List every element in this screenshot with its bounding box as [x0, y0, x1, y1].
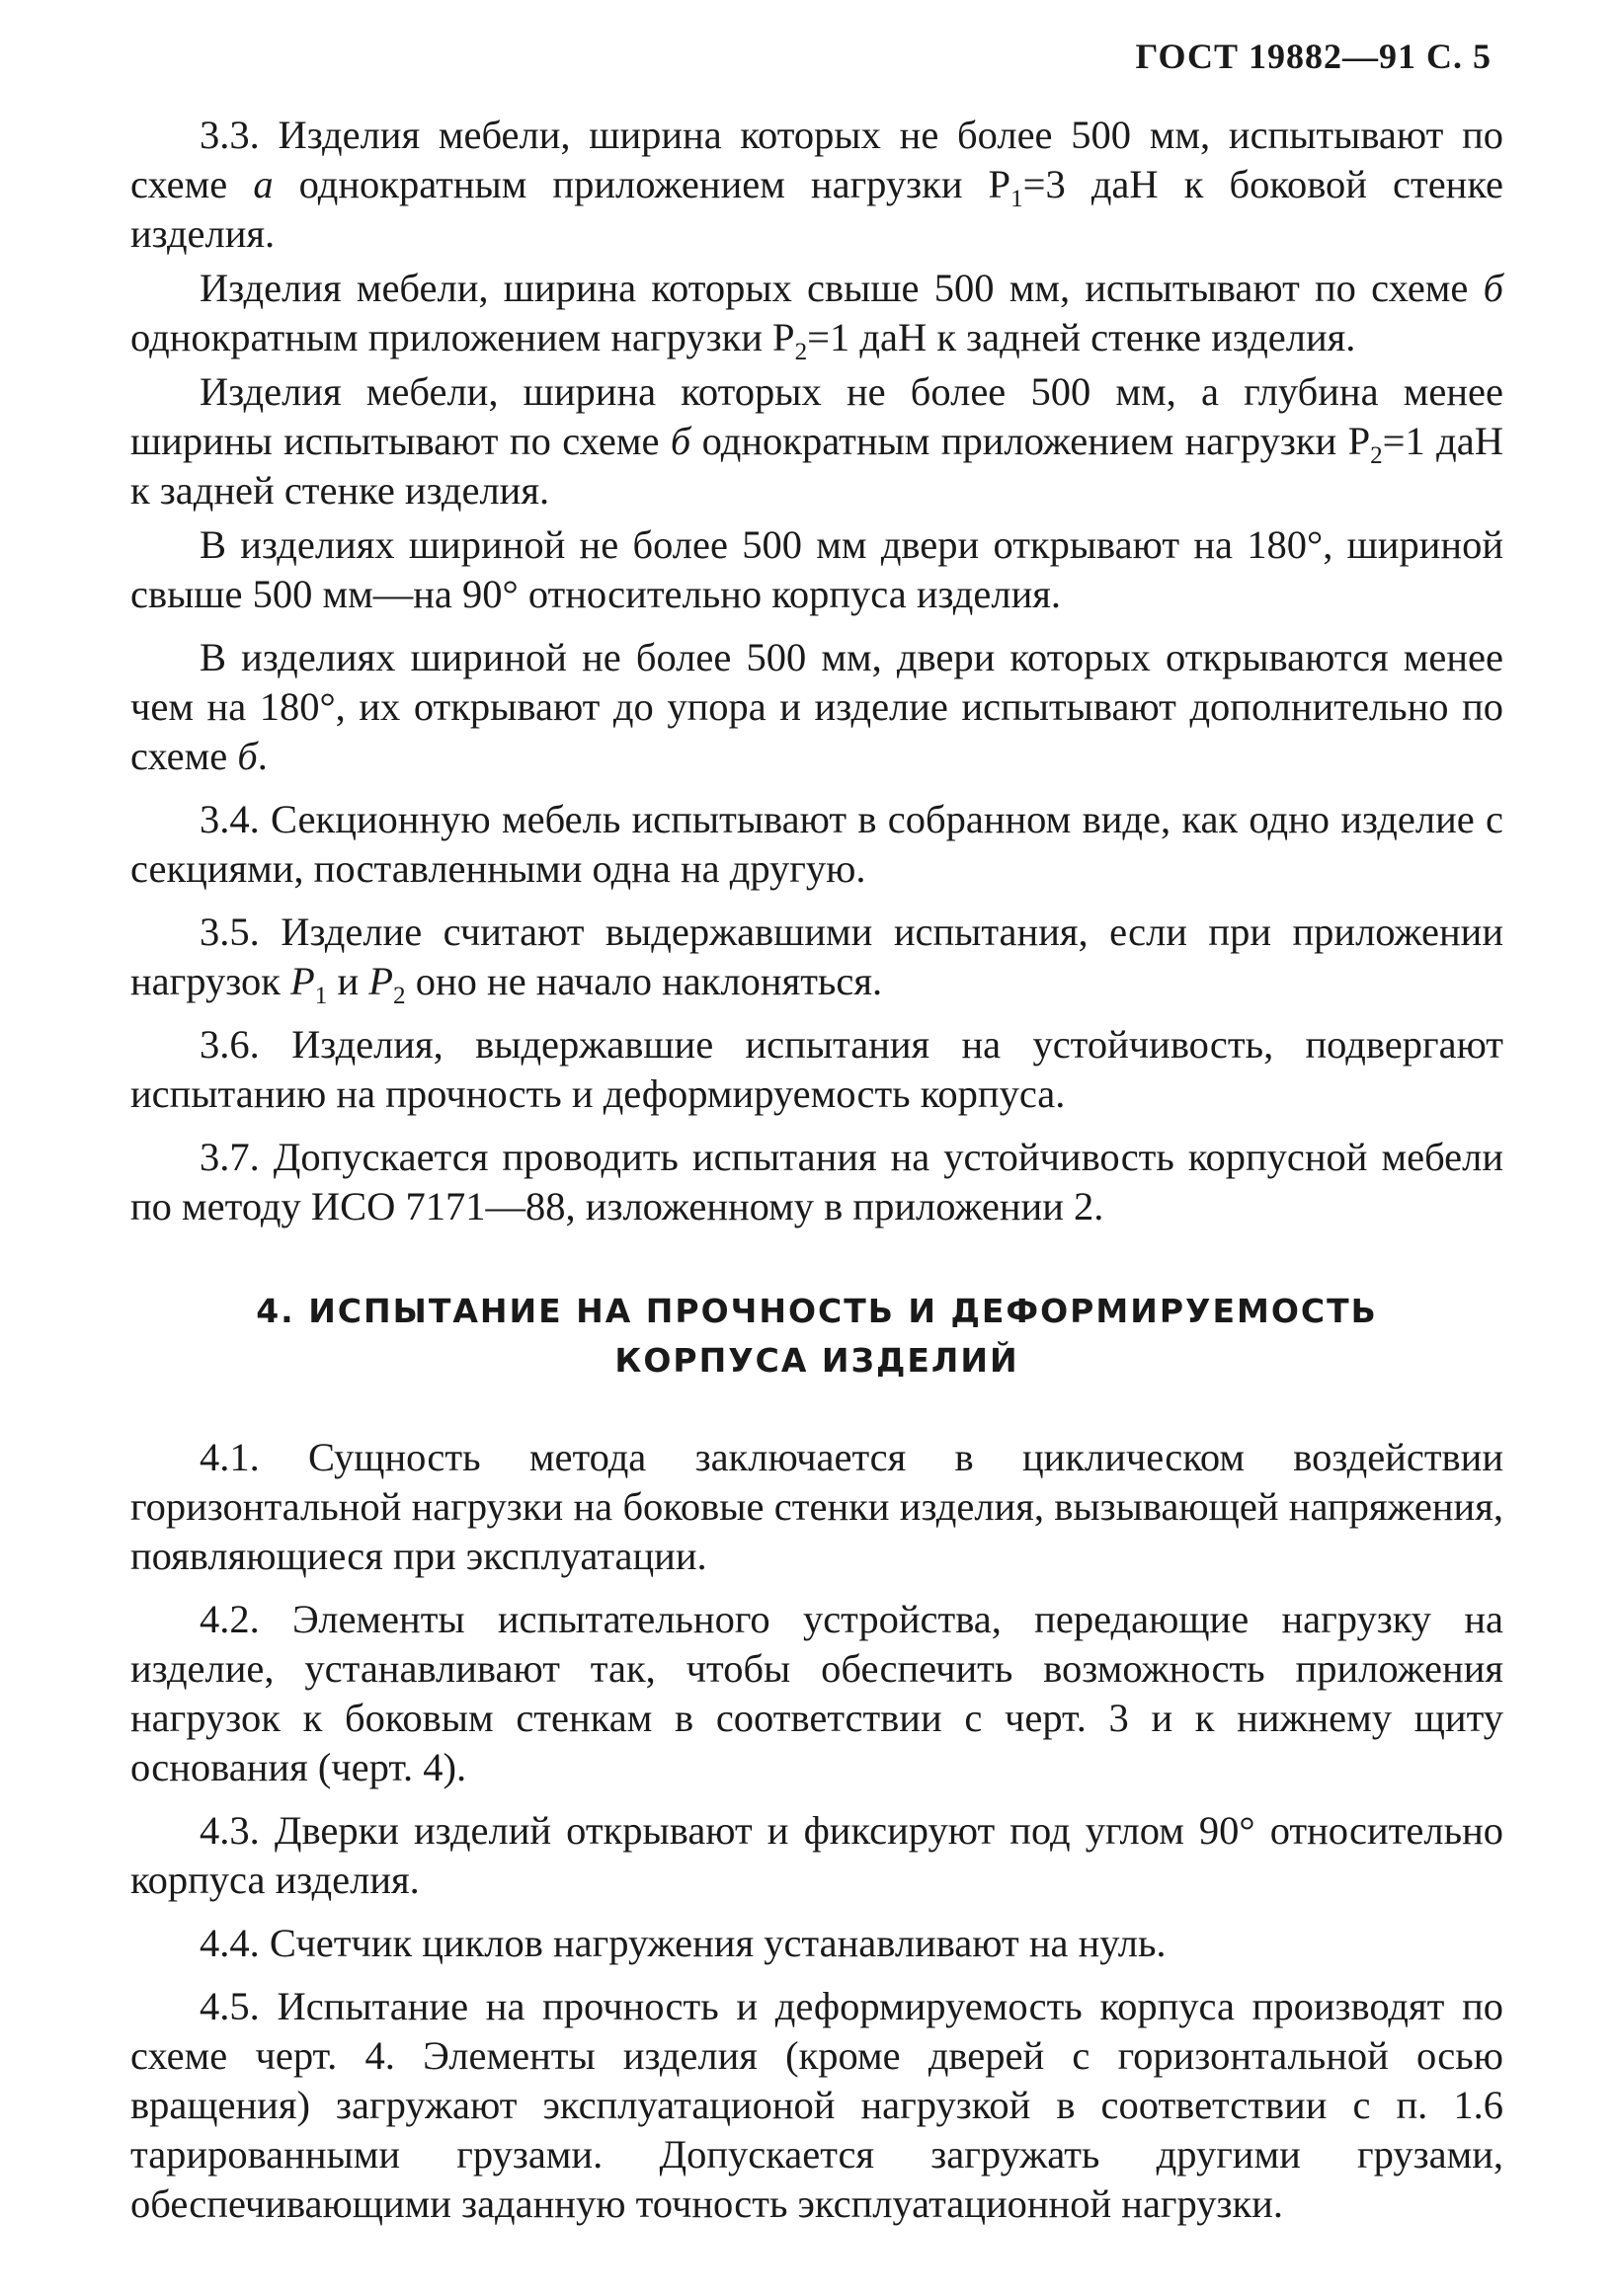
body-text: [130, 111, 1503, 2234]
paragraph-3-6: 3.6. Изделия, выдержавшие испытания на устойчивость, подвергают испытанию на прочность и деформируемость корпуса.: [130, 1022, 1503, 1116]
paragraph-4-2: 4.2. Элементы испытательного устройства, передающие нагрузку на изделие, устанавливают так, чтобы обеспечить возможность приложения нагрузок к боковым стенкам в соответствии с черт. 3 и к нижнему щиту основания (черт. 4).: [130, 1597, 1503, 1789]
paragraph-4-3: 4.3. Дверки изделий открывают и фиксируют под углом 90° относительно корпуса изделия.: [130, 1808, 1503, 1902]
paragraph-3-5: [130, 908, 1503, 1010]
text-run: Изделия мебели, ширина которых не более 500 мм, а глубина менее ширины испытывают по схеме: [130, 369, 1503, 463]
paragraph-4-5: 4.5. Испытание на прочность и деформируемость корпуса производят по схеме черт. 4. Элементы изделия (кроме дверей с горизонтальной осью вращения) загружают эксплуатационой нагрузкой в соответствии с п. 1.6 тарированными грузами. Допускается загружать другими грузами, обеспечивающими заданную точность эксплуатационной нагрузки.: [130, 1984, 1503, 2226]
subscript: 2: [794, 339, 808, 366]
paragraph-4-4: 4.4. Счетчик циклов нагружения устанавливают на нуль.: [200, 1921, 1167, 1965]
paragraph-3-3-depth: [130, 367, 1503, 515]
section-heading-line: КОРПУСА ИЗДЕЛИЙ: [614, 1341, 1019, 1380]
paragraph-3-3-doors-limited: [130, 633, 1503, 781]
text-run: 3.5. Изделие считают выдержавшими испытания, если при приложении нагрузок: [130, 910, 1503, 1003]
paragraph-3-3-wide: [130, 264, 1503, 366]
paragraph-3-3-doors: В изделиях шириной не более 500 мм двери открывают на 180°, шириной свыше 500 мм—на 90° относительно корпуса изделия.: [130, 522, 1503, 616]
text-run: =1 даН к задней стенке изделия.: [807, 315, 1356, 359]
load-symbol: P: [368, 959, 394, 1003]
text-run: .: [257, 734, 268, 778]
subscript: 1: [1010, 186, 1023, 213]
text-run: и: [327, 959, 369, 1003]
subscript: 2: [1370, 442, 1383, 470]
text-run: однократным приложением нагрузки Р: [130, 315, 795, 359]
subscript: 2: [393, 983, 406, 1010]
section-4-heading: [130, 1287, 1503, 1386]
scheme-letter: б: [670, 419, 691, 463]
text-run: В изделиях шириной не более 500 мм, двери которых открываются менее чем на 180°, их открывают до упора и изделие испытывают дополнительно по схеме: [130, 635, 1503, 778]
running-head: ГОСТ 19882—91 С. 5: [1135, 37, 1492, 76]
text-run: оно не начало наклоняться.: [405, 959, 883, 1003]
text-run: 3.3. Изделия мебели, ширина которых не более 500 мм, испытывают по схеме: [130, 113, 1503, 206]
scheme-letter: б: [237, 734, 258, 778]
scheme-letter: б: [1483, 266, 1503, 310]
paragraph-4-1: 4.1. Сущность метода заключается в циклическом воздействии горизонтальной нагрузки на боковые стенки изделия, вызывающей напряжения, появляющиеся при эксплуатации.: [130, 1435, 1503, 1578]
paragraph-3-7: 3.7. Допускается проводить испытания на устойчивость корпусной мебели по методу ИСО 7171—88, изложенному в приложении 2.: [130, 1135, 1503, 1228]
load-symbol: P: [290, 959, 315, 1003]
scheme-letter: а: [253, 162, 274, 206]
text-run: однократным приложением нагрузки Р: [273, 162, 1011, 206]
text-run: однократным приложением нагрузки Р: [690, 419, 1371, 463]
paragraph-3-3: [130, 111, 1503, 259]
text-run: Изделия мебели, ширина которых свыше 500 мм, испытывают по схеме: [200, 266, 1484, 310]
text-run: =1 даН к задней стенке изделия.: [130, 419, 1503, 513]
section-heading-line: 4. ИСПЫТАНИЕ НА ПРОЧНОСТЬ И ДЕФОРМИРУЕМОСТЬ: [256, 1292, 1378, 1330]
subscript: 1: [314, 983, 328, 1010]
paragraph-3-4: 3.4. Секционную мебель испытывают в собранном виде, как одно изделие с секциями, поставленными одна на другую.: [130, 797, 1503, 891]
text-run: =3 даН к боковой стенке изделия.: [130, 162, 1504, 256]
